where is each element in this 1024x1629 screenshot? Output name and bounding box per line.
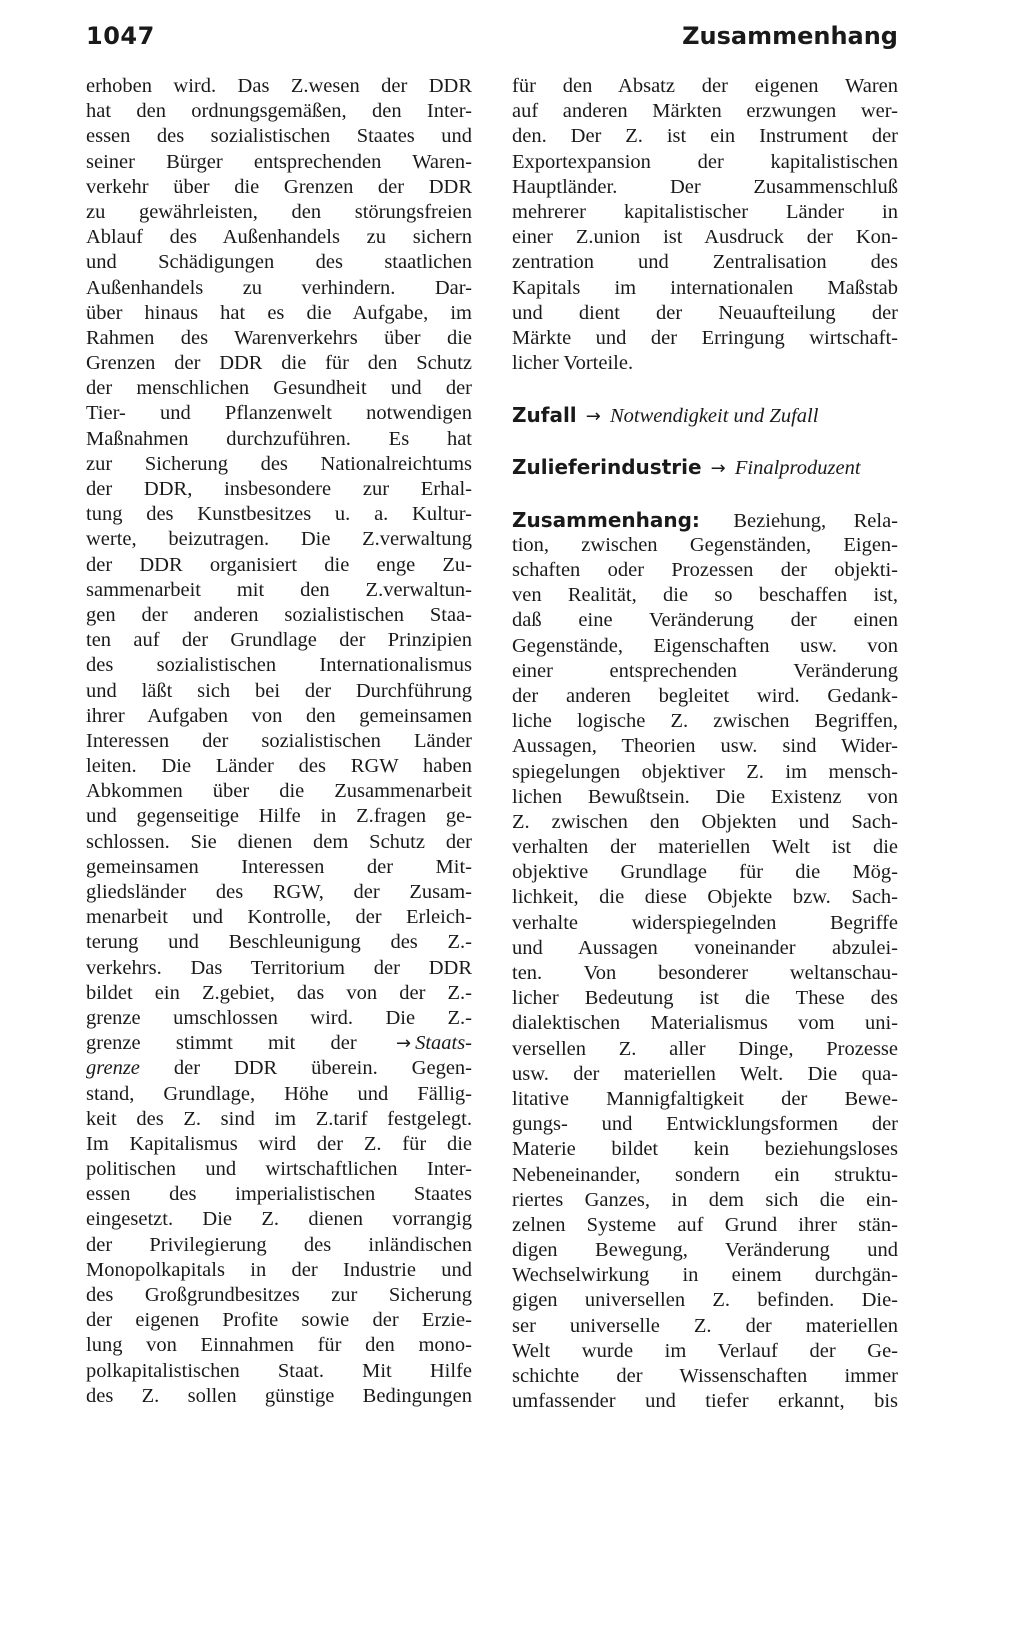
text-line: dialektischen Materialismus vom uni- <box>512 1012 898 1035</box>
definition-text: Beziehung, Rela- <box>733 509 898 532</box>
text-line <box>86 1056 472 1081</box>
text-line: Abkommen über die Zusammenarbeit <box>86 780 472 803</box>
page-header <box>86 22 898 56</box>
definition-body <box>512 533 898 1415</box>
text-line: gliedsländer des RGW, der Zusam- <box>86 881 472 903</box>
text-line: Rahmen des Warenverkehrs über die <box>86 326 472 349</box>
text-line: objektive Grundlage für die Mög- <box>512 861 898 884</box>
text-line: der DDR, insbesondere zur Erhal- <box>86 478 472 500</box>
text-line: zu gewährleisten, den störungsfreien <box>86 200 472 223</box>
text-line: gemeinsamen Interessen der Mit- <box>86 855 472 878</box>
cross-reference[interactable]: Staats- <box>415 1032 472 1055</box>
text-line: leiten. Die Länder des RGW haben <box>86 755 472 778</box>
text-line: umfassender und tiefer erkannt, bis <box>512 1390 898 1413</box>
text-line: des Großgrundbesitzes zur Sicherung <box>86 1284 472 1306</box>
text-segment: grenze stimmt mit der <box>86 1032 357 1055</box>
text-line: den. Der Z. ist ein Instrument der <box>512 125 898 148</box>
text-line: mehrerer kapitalistischer Länder in <box>512 200 898 223</box>
text-line: eingesetzt. Die Z. dienen vorrangig <box>86 1208 472 1231</box>
text-line: verhalten der materiellen Welt ist die <box>512 836 898 859</box>
text-line: Außenhandels zu verhindern. Dar- <box>86 276 472 299</box>
text-line: verhalte widerspiegelnden Begriffe <box>512 911 898 934</box>
text-line: versellen Z. aller Dinge, Prozesse <box>512 1037 898 1060</box>
text-line: seiner Bürger entsprechenden Waren- <box>86 150 472 173</box>
cross-reference[interactable]: Notwendigkeit und Zufall <box>610 405 819 428</box>
text-line: und Schädigungen des staatlichen <box>86 251 472 274</box>
text-line: Monopolkapitals in der Industrie und <box>86 1258 472 1281</box>
cross-reference[interactable]: grenze <box>86 1057 140 1080</box>
text-line: politischen und wirtschaftlichen Inter- <box>86 1158 472 1181</box>
text-line: und läßt sich bei der Durchführung <box>86 679 472 702</box>
entry-lemma: Zufall <box>512 403 577 428</box>
text-line: Märkte und der Erringung wirtschaft- <box>512 326 898 349</box>
text-line: ser universelle Z. der materiellen <box>512 1314 898 1337</box>
text-line: der menschlichen Gesundheit und der <box>86 377 472 400</box>
text-line: des Z. sollen günstige Bedingungen <box>86 1384 472 1407</box>
text-line: einer entsprechenden Veränderung <box>512 659 898 682</box>
text-line: ihrer Aufgaben von den gemeinsamen <box>86 704 472 727</box>
arrow-icon: → <box>395 1033 412 1055</box>
text-line: Aussagen, Theorien usw. sind Wider- <box>512 735 898 758</box>
text-line: lichen Bewußtsein. Die Existenz von <box>512 785 898 808</box>
text-line: gen der anderen sozialistischen Staa- <box>86 603 472 626</box>
text-line: zur Sicherung des Nationalreichtums <box>86 452 472 475</box>
text-line: essen des sozialistischen Staates und <box>86 125 472 148</box>
entry-lemma: Zusammenhang: <box>512 507 700 532</box>
text-line: lung von Einnahmen für den mono- <box>86 1334 472 1357</box>
text-line: ven Realität, die so beschaffen ist, <box>512 584 898 607</box>
text-line: terung und Beschleunigung des Z.- <box>86 931 472 954</box>
entry-zusammenhang <box>512 508 898 1415</box>
text-line: für den Absatz der eigenen Waren <box>512 75 898 97</box>
text-line: bildet ein Z.gebiet, das von der Z.- <box>86 981 472 1004</box>
text-line: stand, Grundlage, Höhe und Fällig- <box>86 1082 472 1105</box>
text-line: der Privilegierung des inländischen <box>86 1233 472 1256</box>
text-line: einer Z.union ist Ausdruck der Kon- <box>512 226 898 249</box>
text-line: schaften oder Prozessen der objekti- <box>512 559 898 581</box>
text-line: gigen universellen Z. befinden. Die- <box>512 1289 898 1312</box>
text-line: zentration und Zentralisation des <box>512 251 898 274</box>
text-line: Hauptländer. Der Zusammenschluß <box>512 175 898 198</box>
entry-lemma: Zulieferindustrie <box>512 455 702 480</box>
text-line: Maßnahmen durchzuführen. Es hat <box>86 427 472 450</box>
cross-reference[interactable]: Finalproduzent <box>734 457 861 480</box>
text-line: essen des imperialistischen Staates <box>86 1183 472 1206</box>
text-line: verkehrs. Das Territorium der DDR <box>86 956 472 979</box>
text-line: ten auf der Grundlage der Prinzipien <box>86 629 472 652</box>
text-line: lichkeit, die diese Objekte bzw. Sach- <box>512 886 898 909</box>
text-line: Interessen der sozialistischen Länder <box>86 729 472 752</box>
text-line: liche logische Z. zwischen Begriffen, <box>512 710 898 733</box>
text-line: ten. Von besonderer weltanschau- <box>512 962 898 984</box>
previous-entry-continuation <box>512 74 898 376</box>
text-line: und gegenseitige Hilfe in Z.fragen ge- <box>86 805 472 828</box>
text-line: Gegenstände, Eigenschaften usw. von <box>512 634 898 657</box>
text-segment: der DDR überein. Gegen- <box>173 1057 472 1080</box>
text-line: der eigenen Profite sowie der Erzie- <box>86 1309 472 1332</box>
text-line: des sozialistischen Internationalismus <box>86 654 472 677</box>
text-line: hat den ordnungsgemäßen, den Inter- <box>86 100 472 123</box>
text-line: gungs- und Entwicklungsformen der <box>512 1113 898 1136</box>
entry-zufall <box>512 403 898 428</box>
text-line: sammenarbeit mit den Z.verwaltun- <box>86 578 472 601</box>
text-line: Kapitals im internationalen Maßstab <box>512 276 898 299</box>
text-line: Exportexpansion der kapitalistischen <box>512 150 898 173</box>
text-line: Im Kapitalismus wird der Z. für die <box>86 1132 472 1155</box>
text-line: schichte der Wissenschaften immer <box>512 1365 898 1387</box>
text-line: Z. zwischen den Objekten und Sach- <box>512 810 898 833</box>
left-column <box>86 74 472 1409</box>
text-line: grenze umschlossen wird. Die Z.- <box>86 1006 472 1029</box>
text-line: zelnen Systeme auf Grund ihrer stän- <box>512 1213 898 1236</box>
text-line: Materie bildet kein beziehungsloses <box>512 1138 898 1161</box>
arrow-icon: → <box>585 406 601 428</box>
text-line: Ablauf des Außenhandels zu sichern <box>86 226 472 249</box>
entry-zulieferindustrie <box>512 455 898 480</box>
right-column <box>512 74 898 1414</box>
text-line: Welt wurde im Verlauf der Ge- <box>512 1339 898 1362</box>
text-line: werte, beizutragen. Die Z.verwaltung <box>86 528 472 551</box>
text-line: Grenzen der DDR die für den Schutz <box>86 352 472 375</box>
text-line: riertes Ganzes, in dem sich die ein- <box>512 1188 898 1211</box>
text-line: der DDR organisiert die enge Zu- <box>86 553 472 576</box>
text-line: über hinaus hat es die Aufgabe, im <box>86 301 472 324</box>
text-line: litative Mannigfaltigkeit der Bewe- <box>512 1087 898 1110</box>
text-line: erhoben wird. Das Z.wesen der DDR <box>86 75 472 97</box>
definition-first-line <box>512 508 898 533</box>
text-line <box>86 1031 472 1056</box>
text-line: licher Vorteile. <box>512 352 634 375</box>
text-line: menarbeit und Kontrolle, der Erleich- <box>86 906 472 929</box>
text-line: tung des Kunstbesitzes u. a. Kultur- <box>86 503 472 526</box>
text-line: Nebeneinander, sondern ein struktu- <box>512 1163 898 1186</box>
text-line: Wechselwirkung in einem durchgän- <box>512 1264 898 1287</box>
text-line: daß eine Veränderung der einen <box>512 609 898 632</box>
text-line: und dient der Neuaufteilung der <box>512 301 898 324</box>
text-line: polkapitalistischen Staat. Mit Hilfe <box>86 1359 472 1382</box>
running-head: Zusammenhang <box>682 22 898 50</box>
text-line: verkehr über die Grenzen der DDR <box>86 175 472 198</box>
text-line: auf anderen Märkten erzwungen wer- <box>512 100 898 123</box>
text-line: spiegelungen objektiver Z. im mensch- <box>512 760 898 783</box>
text-line: schlossen. Sie dienen dem Schutz der <box>86 830 472 853</box>
text-line: digen Bewegung, Veränderung und <box>512 1239 898 1262</box>
text-line: licher Bedeutung ist die These des <box>512 987 898 1010</box>
text-line: keit des Z. sind im Z.tarif festgelegt. <box>86 1107 472 1130</box>
text-line: Tier- und Pflanzenwelt notwendigen <box>86 402 472 425</box>
text-line: tion, zwischen Gegenständen, Eigen- <box>512 533 898 556</box>
arrow-icon: → <box>710 458 726 480</box>
text-line: usw. der materiellen Welt. Die qua- <box>512 1062 898 1085</box>
text-line: der anderen begleitet wird. Gedank- <box>512 684 898 707</box>
page-number: 1047 <box>86 22 155 50</box>
text-line: und Aussagen voneinander abzulei- <box>512 936 898 959</box>
